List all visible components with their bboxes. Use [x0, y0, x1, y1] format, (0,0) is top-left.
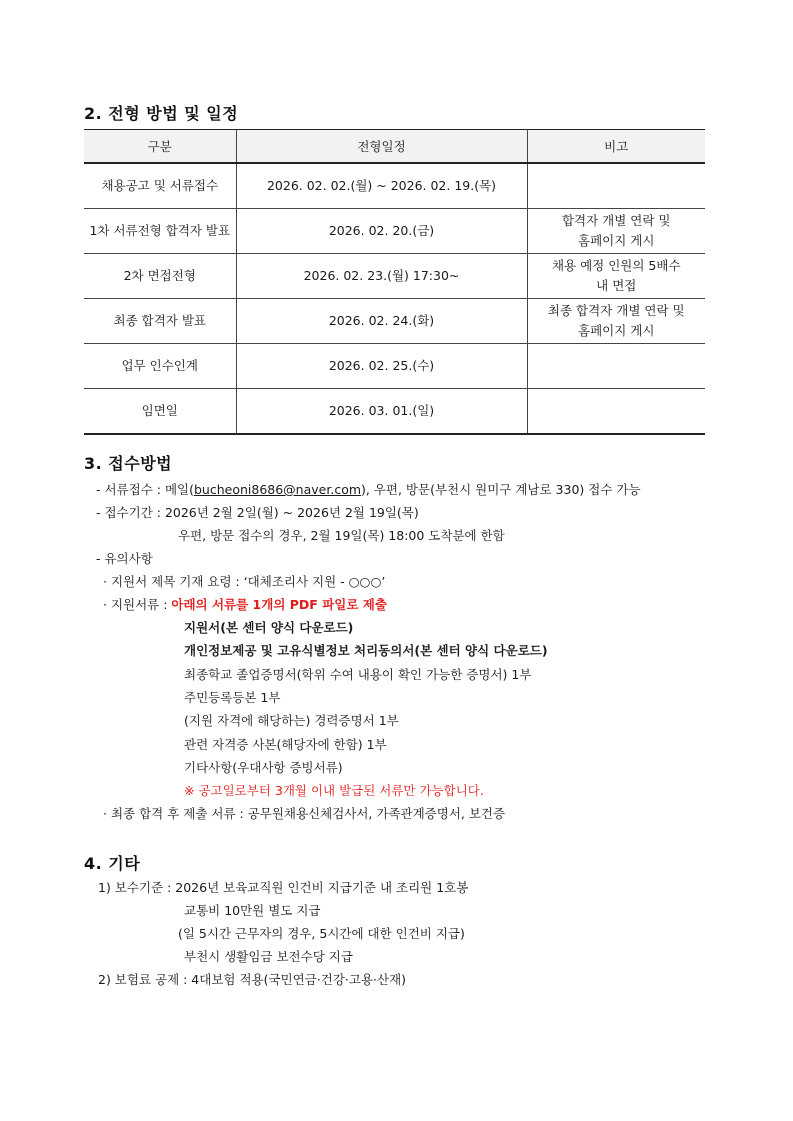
- table-row: [84, 389, 705, 435]
- row-date: 2026. 02. 24.(화): [236, 299, 527, 344]
- document-item: 지원서(본 센터 양식 다운로드): [184, 620, 354, 635]
- salary-detail: 교통비 10만원 별도 지급: [184, 903, 321, 918]
- row-date: 2026. 02. 20.(금): [236, 209, 527, 254]
- final-documents: · 최종 합격 후 제출 서류 : 공무원채용신체검사서, 가족관계증명서, 보건증: [103, 806, 506, 821]
- insurance-deduction: 2) 보험료 공제 : 4대보험 적용(국민연금·건강·고용·산재): [98, 972, 407, 987]
- column-header: 비고: [527, 130, 705, 164]
- section-4-title: 4. 기타: [84, 854, 141, 873]
- title-format-note: · 지원서 제목 기재 요령 : ‘대체조리사 지원 - ○○○’: [103, 574, 386, 589]
- pdf-requirement: 아래의 서류를 1개의 PDF 파일로 제출: [171, 597, 387, 612]
- email-link[interactable]: bucheoni8686@naver.com: [193, 482, 362, 497]
- row-date: 2026. 02. 02.(월) ~ 2026. 02. 19.(목): [236, 163, 527, 209]
- row-date: 2026. 02. 25.(수): [236, 344, 527, 389]
- table-row: [84, 254, 705, 299]
- row-category: 최종 합격자 발표: [84, 299, 236, 344]
- caution-heading: - 유의사항: [96, 551, 153, 566]
- row-note: [527, 344, 705, 389]
- schedule-table: [84, 129, 705, 435]
- document-item: 최종학교 졸업증명서(학위 수여 내용이 확인 가능한 증명서) 1부: [184, 667, 532, 682]
- documents-line: [103, 595, 387, 613]
- table-row: [84, 163, 705, 209]
- row-category: 2차 면접전형: [84, 254, 236, 299]
- row-category: 채용공고 및 서류접수: [84, 163, 236, 209]
- column-header: 구분: [84, 130, 236, 164]
- row-note: [527, 389, 705, 435]
- table-header-row: [84, 130, 705, 164]
- table-row: [84, 344, 705, 389]
- table-row: [84, 299, 705, 344]
- documents-label: · 지원서류 :: [103, 597, 172, 612]
- row-category: 업무 인수인계: [84, 344, 236, 389]
- salary-standard: 1) 보수기준 : 2026년 보육교직원 인건비 지급기준 내 조리원 1호봉: [98, 880, 469, 895]
- row-date: 2026. 02. 23.(월) 17:30~: [236, 254, 527, 299]
- row-category: 1차 서류전형 합격자 발표: [84, 209, 236, 254]
- row-category: 임면일: [84, 389, 236, 435]
- section-2-title: 2. 전형 방법 및 일정: [84, 104, 239, 123]
- row-date: 2026. 03. 01.(일): [236, 389, 527, 435]
- document-item: 관련 자격증 사본(해당자에 한함) 1부: [184, 737, 387, 752]
- submission-detail: ), 우편, 방문(부천시 원미구 계남로 330) 접수 가능: [361, 482, 641, 497]
- salary-detail: 부천시 생활임금 보전수당 지급: [184, 949, 353, 964]
- section-3-title: 3. 접수방법: [84, 454, 173, 473]
- table-row: [84, 209, 705, 254]
- submission-method-line: [96, 480, 641, 498]
- row-note: [527, 163, 705, 209]
- document-item: (지원 자격에 해당하는) 경력증명서 1부: [184, 713, 399, 728]
- document-item: 개인정보제공 및 고유식별정보 처리동의서(본 센터 양식 다운로드): [184, 643, 548, 658]
- document-item: 주민등록등본 1부: [184, 690, 281, 705]
- row-note: 채용 예정 인원의 5배수 내 면접: [527, 254, 705, 299]
- submission-period: - 접수기간 : 2026년 2월 2일(월) ~ 2026년 2월 19일(목): [96, 505, 419, 520]
- issuance-notice: ※ 공고일로부터 3개월 이내 발급된 서류만 가능합니다.: [184, 783, 484, 798]
- column-header: 전형일정: [236, 130, 527, 164]
- salary-detail: (일 5시간 근무자의 경우, 5시간에 대한 인건비 지급): [178, 926, 465, 941]
- row-note: 최종 합격자 개별 연락 및 홈페이지 게시: [527, 299, 705, 344]
- submission-label: - 서류접수 : 메일(: [96, 482, 194, 497]
- submission-period-note: 우편, 방문 접수의 경우, 2월 19일(목) 18:00 도착분에 한함: [178, 528, 505, 543]
- document-item: 기타사항(우대사항 증빙서류): [184, 760, 343, 775]
- row-note: 합격자 개별 연락 및 홈페이지 게시: [527, 209, 705, 254]
